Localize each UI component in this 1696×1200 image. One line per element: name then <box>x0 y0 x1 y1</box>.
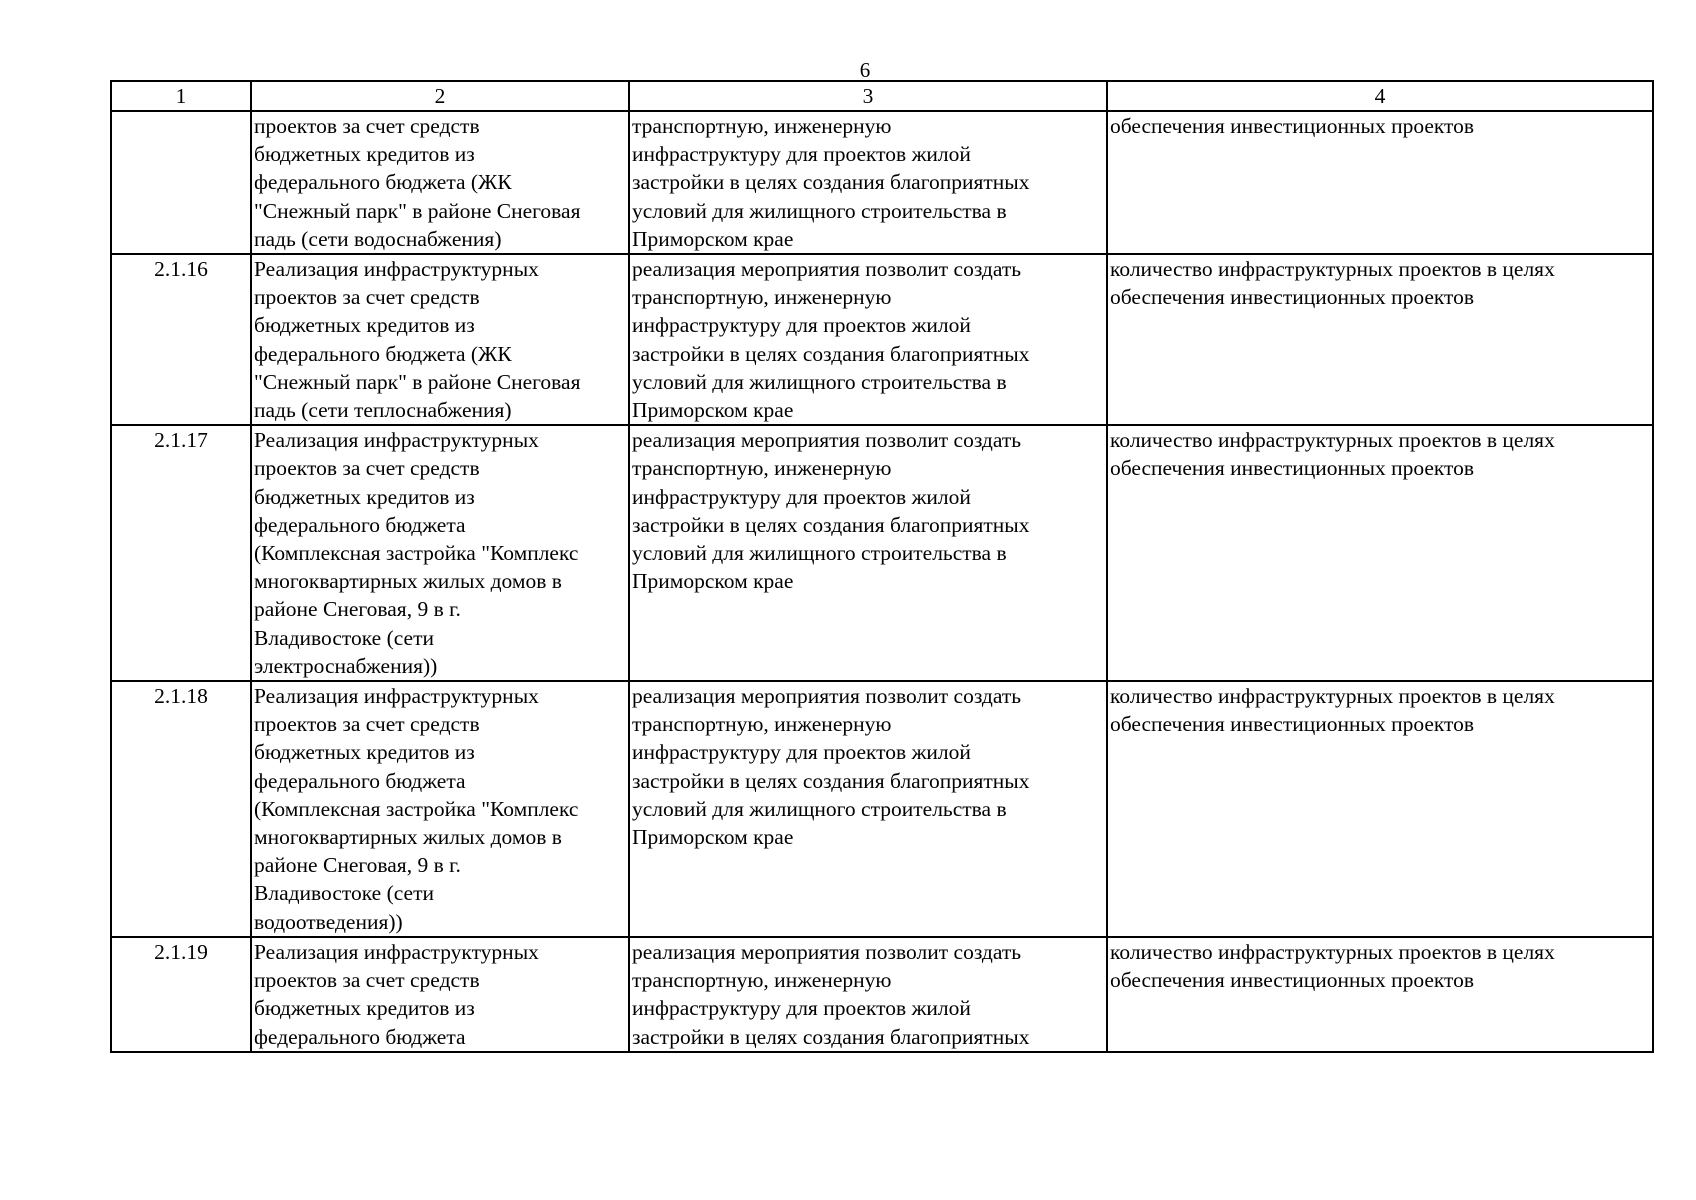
measure-name-cell: проектов за счет средств бюджетных кредитов из федерального бюджета (ЖК "Снежный парк" в районе Снеговая падь (сети водоснабжения) <box>251 111 629 254</box>
measures-table <box>110 80 1654 1053</box>
header-row <box>111 81 1653 111</box>
table-row <box>111 425 1653 681</box>
row-number-cell: 2.1.19 <box>111 937 251 1052</box>
row-number-cell: 2.1.18 <box>111 681 251 937</box>
measure-name-cell: Реализация инфраструктурных проектов за счет средств бюджетных кредитов из федерального бюджета (Комплексная застройка "Комплекс многоквартирных жилых домов в районе Снеговая, 9 в г. Владивостоке (сети водоотведения)) <box>251 681 629 937</box>
table-row <box>111 681 1653 937</box>
indicator-cell: обеспечения инвестиционных проектов <box>1107 111 1653 254</box>
table-row <box>111 111 1653 254</box>
measure-name-cell: Реализация инфраструктурных проектов за счет средств бюджетных кредитов из федерального бюджета (ЖК "Снежный парк" в районе Снеговая падь (сети теплоснабжения) <box>251 254 629 425</box>
indicator-cell: количество инфраструктурных проектов в целях обеспечения инвестиционных проектов <box>1107 254 1653 425</box>
expected-result-cell: реализация мероприятия позволит создать транспортную, инженерную инфраструктуру для проектов жилой застройки в целях создания благоприятных условий для жилищного строительства в Приморском крае <box>629 681 1107 937</box>
row-number-cell <box>111 111 251 254</box>
row-number-cell: 2.1.16 <box>111 254 251 425</box>
row-number-cell: 2.1.17 <box>111 425 251 681</box>
indicator-cell: количество инфраструктурных проектов в целях обеспечения инвестиционных проектов <box>1107 425 1653 681</box>
expected-result-cell: транспортную, инженерную инфраструктуру для проектов жилой застройки в целях создания благоприятных условий для жилищного строительства в Приморском крае <box>629 111 1107 254</box>
page-number: 6 <box>859 58 871 82</box>
measure-name-cell: Реализация инфраструктурных проектов за счет средств бюджетных кредитов из федерального бюджета <box>251 937 629 1052</box>
column-header-3: 3 <box>629 81 1107 111</box>
column-header-1: 1 <box>111 81 251 111</box>
indicator-cell: количество инфраструктурных проектов в целях обеспечения инвестиционных проектов <box>1107 681 1653 937</box>
table-row <box>111 937 1653 1052</box>
table-row <box>111 254 1653 425</box>
column-header-2: 2 <box>251 81 629 111</box>
expected-result-cell: реализация мероприятия позволит создать транспортную, инженерную инфраструктуру для проектов жилой застройки в целях создания благоприятных <box>629 937 1107 1052</box>
indicator-cell: количество инфраструктурных проектов в целях обеспечения инвестиционных проектов <box>1107 937 1653 1052</box>
expected-result-cell: реализация мероприятия позволит создать транспортную, инженерную инфраструктуру для проектов жилой застройки в целях создания благоприятных условий для жилищного строительства в Приморском крае <box>629 425 1107 681</box>
column-header-4: 4 <box>1107 81 1653 111</box>
expected-result-cell: реализация мероприятия позволит создать транспортную, инженерную инфраструктуру для проектов жилой застройки в целях создания благоприятных условий для жилищного строительства в Приморском крае <box>629 254 1107 425</box>
measure-name-cell: Реализация инфраструктурных проектов за счет средств бюджетных кредитов из федерального бюджета (Комплексная застройка "Комплекс многоквартирных жилых домов в районе Снеговая, 9 в г. Владивостоке (сети электроснабжения)) <box>251 425 629 681</box>
